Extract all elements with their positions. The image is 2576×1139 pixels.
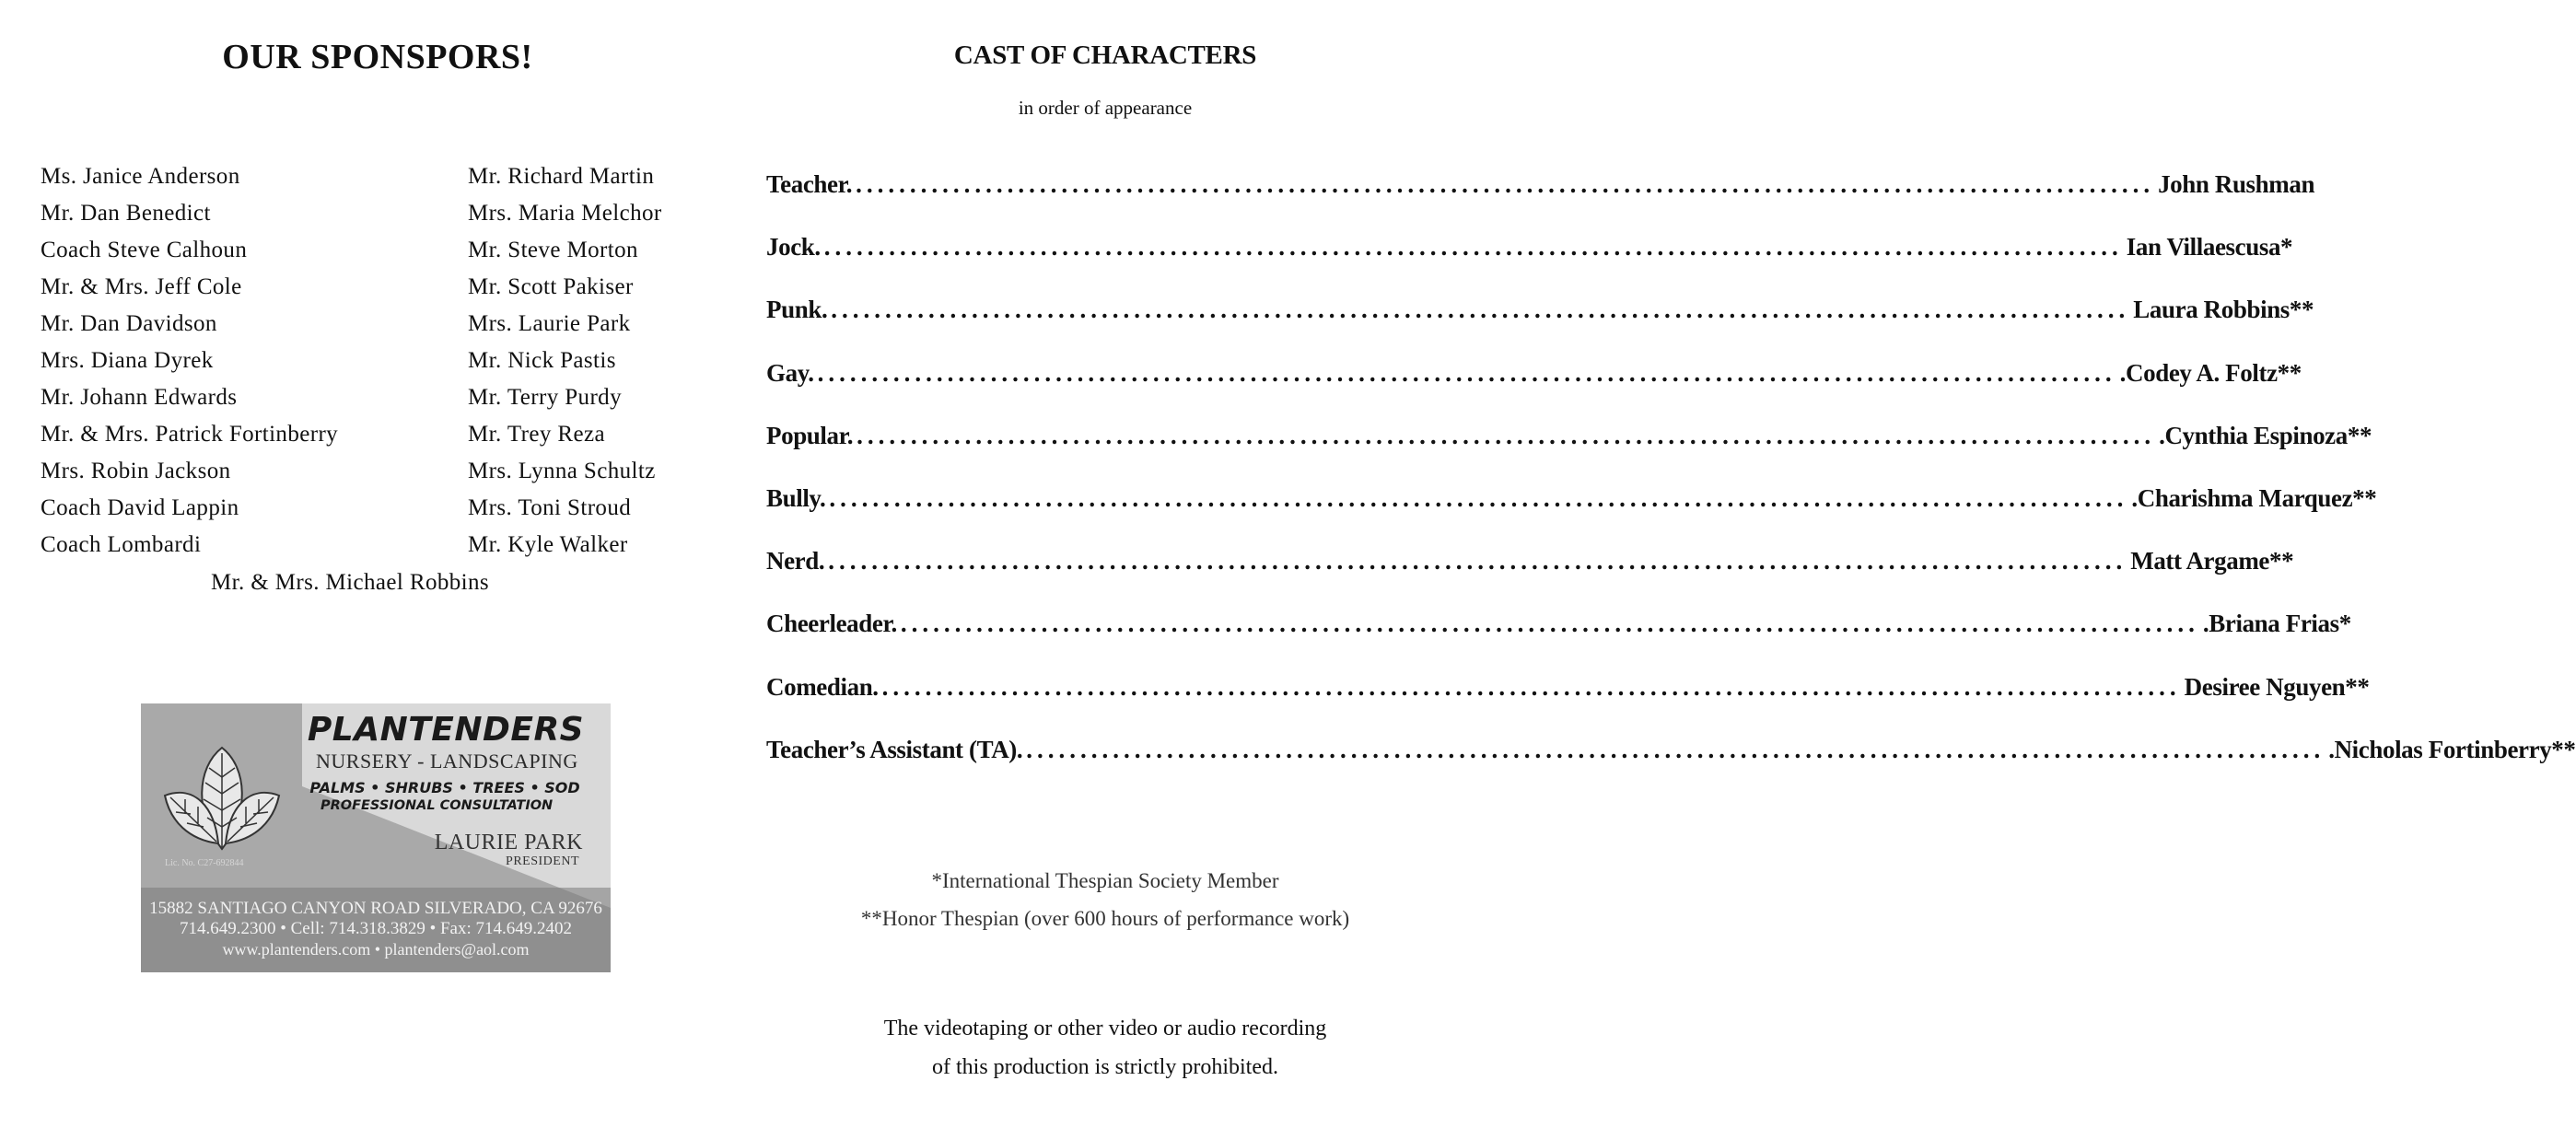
sponsor-name: Mr. Dan Davidson xyxy=(41,311,217,336)
sponsor-name: Mr. Johann Edwards xyxy=(41,385,238,410)
cast-actor: .Briana Frias* xyxy=(2202,610,2351,637)
card-contact-role: PRESIDENT xyxy=(506,854,579,868)
cast-actor: Ian Villaescusa* xyxy=(2126,233,2293,261)
cast-actor: Matt Argame** xyxy=(2130,547,2294,575)
card-consultation: PROFESSIONAL CONSULTATION xyxy=(321,798,554,813)
cast-actor: .Nicholas Fortinberry** xyxy=(2328,736,2576,763)
sponsor-name: Mrs. Robin Jackson xyxy=(41,459,231,483)
card-subtitle: NURSERY - LANDSCAPING xyxy=(316,750,578,773)
cast-role: Cheerleader. xyxy=(766,610,897,637)
cast-role: Popular. xyxy=(766,422,854,449)
sponsors-title: OUR SPONSPORS! xyxy=(222,38,533,76)
cast-role: Nerd. xyxy=(766,547,825,575)
card-web: www.plantenders.com • plantenders@aol.com xyxy=(222,940,530,959)
card-phones: 714.649.2300 • Cell: 714.318.3829 • Fax: 714.649.2402 xyxy=(179,919,573,938)
sponsor-name: Coach Steve Calhoun xyxy=(41,238,248,262)
sponsors-column-2 xyxy=(468,158,662,564)
cast-row xyxy=(766,673,2370,710)
cast-role: Gay. xyxy=(766,359,814,387)
cast-row xyxy=(766,484,2377,521)
leaf-icon xyxy=(157,740,286,860)
dot-leader: ........................................................................................................................ xyxy=(823,233,2123,261)
dot-leader: ........................................................................................................................ xyxy=(828,547,2127,575)
cast-role: Comedian. xyxy=(766,673,879,701)
cast-actor: Laura Robbins** xyxy=(2133,296,2314,323)
cast-subtitle: in order of appearance xyxy=(1018,97,1193,119)
sponsor-name: Mr. & Mrs. Patrick Fortinberry xyxy=(41,422,339,447)
legend-its: *International Thespian Society Member xyxy=(931,869,1279,892)
cast-role: Jock. xyxy=(766,233,821,261)
cast-actor: .Charishma Marquez** xyxy=(2131,484,2377,512)
sponsor-name: Ms. Janice Anderson xyxy=(41,164,240,189)
sponsor-name: Mr. Dan Benedict xyxy=(41,201,211,226)
cast-row xyxy=(766,610,2351,646)
sponsor-name: Mrs. Toni Stroud xyxy=(468,495,632,520)
cast-row xyxy=(766,170,2315,207)
cast-title: CAST OF CHARACTERS xyxy=(953,41,1257,70)
cast-row xyxy=(766,422,2372,459)
dot-leader: ........................................................................................................................ xyxy=(856,170,2155,198)
sponsor-name: Mrs. Diana Dyrek xyxy=(41,348,214,373)
sponsor-name: Mr. & Mrs. Jeff Cole xyxy=(41,274,242,299)
dot-leader: ........................................................................................................................ xyxy=(831,296,2130,323)
cast-row xyxy=(766,296,2314,332)
cast-actor: .Cynthia Espinoza** xyxy=(2159,422,2372,449)
sponsor-name: Mr. Scott Pakiser xyxy=(468,274,634,299)
business-card-ad xyxy=(141,703,611,972)
dot-leader: ........................................................................................................................ xyxy=(900,610,2199,637)
dot-leader: ........................................................................................................................ xyxy=(881,673,2181,701)
sponsor-name: Mr. Steve Morton xyxy=(468,238,638,262)
sponsors-page xyxy=(0,0,737,1139)
sponsor-name: Mr. Kyle Walker xyxy=(468,532,628,557)
cast-actor: John Rushman xyxy=(2158,170,2315,198)
cast-row xyxy=(766,547,2294,584)
cast-row xyxy=(766,736,2576,773)
sponsor-name: Mrs. Laurie Park xyxy=(468,311,631,336)
cast-actor: Desiree Nguyen** xyxy=(2184,673,2370,701)
sponsor-name: Coach Lombardi xyxy=(41,532,202,557)
sponsor-name: Mr. Nick Pastis xyxy=(468,348,616,373)
legend-honor: **Honor Thespian (over 600 hours of performance work) xyxy=(860,907,1350,930)
dot-leader: ........................................................................................................................ xyxy=(1026,736,2325,763)
sponsor-name: Coach David Lappin xyxy=(41,495,239,520)
dot-leader: ........................................................................................................................ xyxy=(817,359,2116,387)
dot-leader: ........................................................................................................................ xyxy=(829,484,2128,512)
dot-leader: ........................................................................................................................ xyxy=(857,422,2156,449)
sponsor-name: Mrs. Maria Melchor xyxy=(468,201,662,226)
cast-role: Punk. xyxy=(766,296,828,323)
card-services: PALMS • SHRUBS • TREES • SOD xyxy=(309,779,580,796)
sponsor-name: Mr. Terry Purdy xyxy=(468,385,622,410)
cast-role: Teacher’s Assistant (TA). xyxy=(766,736,1023,763)
sponsor-name: Mr. Richard Martin xyxy=(468,164,655,189)
sponsor-name-centered: Mr. & Mrs. Michael Robbins xyxy=(210,570,490,595)
cast-role: Bully. xyxy=(766,484,826,512)
sponsors-column-1 xyxy=(41,158,338,564)
recording-notice-line-2: of this production is strictly prohibited. xyxy=(932,1055,1278,1079)
card-contact-name: LAURIE PARK xyxy=(434,831,583,854)
card-brand: PLANTENDERS xyxy=(307,711,585,749)
sponsor-name: Mr. Trey Reza xyxy=(468,422,605,447)
card-address: 15882 SANTIAGO CANYON ROAD SILVERADO, CA 92676 xyxy=(149,899,602,918)
recording-notice-line-1: The videotaping or other video or audio recording xyxy=(883,1017,1327,1040)
cast-row xyxy=(766,359,2302,396)
card-license: Lic. No. C27-692844 xyxy=(165,858,244,868)
sponsor-name: Mrs. Lynna Schultz xyxy=(468,459,656,483)
cast-role: Teacher. xyxy=(766,170,853,198)
cast-actor: .Codey A. Foltz** xyxy=(2119,359,2302,387)
cast-row xyxy=(766,233,2293,270)
